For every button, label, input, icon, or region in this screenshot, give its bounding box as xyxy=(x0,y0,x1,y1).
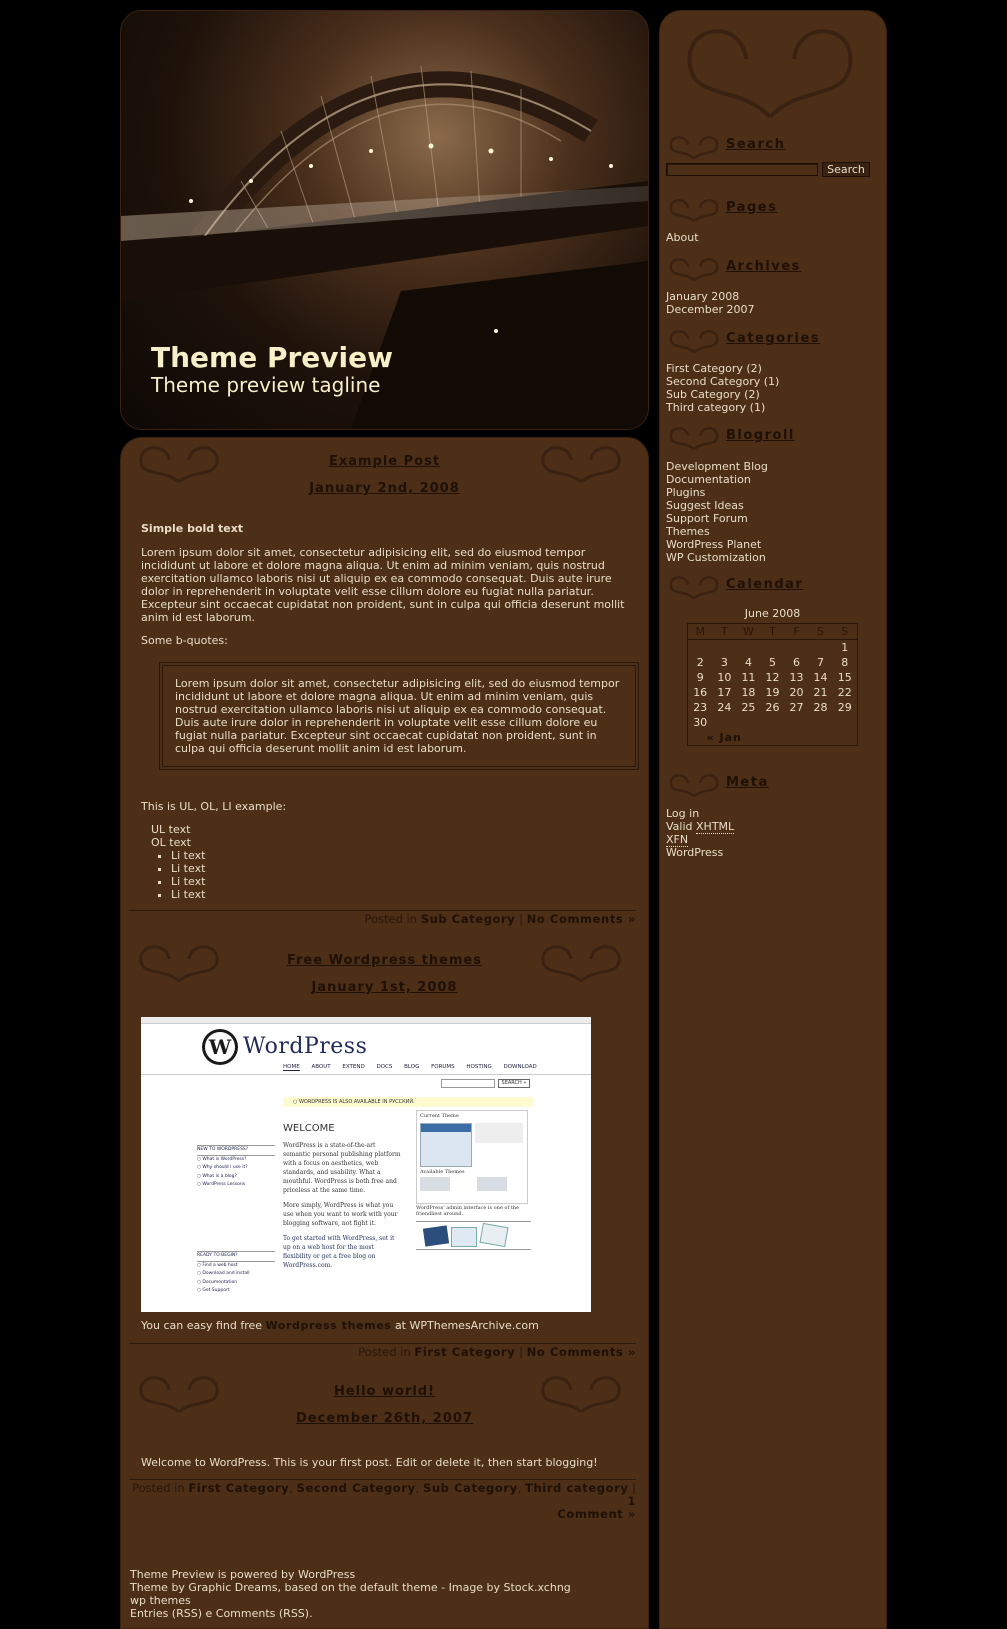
calendar-heading xyxy=(666,571,886,601)
wp-nav-item: DOWNLOAD xyxy=(503,1064,537,1070)
calendar-day: 29 xyxy=(837,701,852,714)
weekday: T xyxy=(712,624,736,640)
post-paragraph xyxy=(141,1319,631,1332)
calendar-day: 28 xyxy=(813,701,828,714)
categories-heading-text: Categories xyxy=(726,331,821,346)
post-date: January 2nd, 2008 xyxy=(309,481,460,496)
list-label: This is UL, OL, LI example: xyxy=(141,800,287,813)
wp-link: ○ What is WordPress? xyxy=(197,1156,247,1162)
calendar-prev-link[interactable]: « Jan xyxy=(706,731,742,744)
li-list xyxy=(141,849,631,901)
xhtml-link[interactable]: XHTML xyxy=(696,820,735,833)
wp-link: ○ Find a web host xyxy=(197,1262,238,1268)
archive-link[interactable]: January 2008 xyxy=(666,290,740,303)
calendar-day: 16 xyxy=(693,686,708,699)
category-link[interactable]: Second Category (1) xyxy=(666,375,780,388)
wp-new-box xyxy=(197,1145,275,1190)
valid-xhtml-item xyxy=(666,820,734,833)
list-item: ▪ Li text xyxy=(171,862,631,875)
calendar-day: 6 xyxy=(793,656,800,669)
calendar-day: 23 xyxy=(693,701,708,714)
blogroll-link[interactable]: WP Customization xyxy=(666,551,766,564)
list-example xyxy=(141,800,631,901)
calendar-day: 24 xyxy=(717,701,732,714)
content-area xyxy=(120,437,649,1629)
category-link[interactable]: First Category (2) xyxy=(666,362,762,375)
post-date: January 1st, 2008 xyxy=(311,980,458,995)
calendar-week xyxy=(688,715,858,730)
bquotes-label: Some b-quotes: xyxy=(141,634,228,647)
wp-paragraph: More simply, WordPress is what you use when you want to work with your blogging software, not fight it. xyxy=(283,1202,398,1227)
wp-nav-item: EXTEND xyxy=(342,1064,365,1070)
calendar-day: 15 xyxy=(837,671,852,684)
wordpress-link[interactable]: WordPress xyxy=(666,846,724,859)
calendar-day xyxy=(784,715,808,730)
search-input[interactable] xyxy=(666,163,818,176)
calendar-day xyxy=(833,715,858,730)
calendar-caption: June 2008 xyxy=(744,607,801,620)
blogroll-link[interactable]: Support Forum xyxy=(666,512,748,525)
swirl-ornament-icon xyxy=(666,131,722,161)
archives-heading xyxy=(666,253,886,283)
wp-link: ○ WordPress Lessons xyxy=(197,1182,246,1187)
calendar-day: 14 xyxy=(813,671,828,684)
calendar-day: 21 xyxy=(813,686,828,699)
calendar-week xyxy=(688,655,858,670)
blogroll-link[interactable]: Themes xyxy=(666,525,710,538)
swirl-ornament-icon xyxy=(666,571,722,601)
calendar xyxy=(687,605,858,746)
swirl-ornament-icon xyxy=(666,194,722,224)
posted-in-label: Posted in xyxy=(358,1345,411,1359)
login-link[interactable]: Log in xyxy=(666,807,700,820)
calendar-day xyxy=(712,640,736,656)
wp-link: ○ Get Support xyxy=(197,1288,230,1293)
calendar-day xyxy=(760,715,784,730)
wp-link: ○ Why should I use it? xyxy=(197,1165,248,1170)
wordpress-logo-text: WordPress xyxy=(243,1034,368,1059)
calendar-day: 3 xyxy=(720,656,728,669)
calendar-day: 1 xyxy=(841,641,849,654)
ul-text: UL text xyxy=(151,823,191,836)
meta-separator: | xyxy=(519,1345,523,1359)
calendar-week xyxy=(688,685,858,700)
weekday: S xyxy=(833,624,858,640)
blogroll-list xyxy=(666,460,768,564)
wp-nav-item: DOCS xyxy=(376,1064,393,1070)
calendar-day: 18 xyxy=(741,686,756,699)
calendar-week xyxy=(688,670,858,685)
post-paragraph: Lorem ipsum dolor sit amet, consectetur adipisicing elit, sed do eiusmod tempor incididunt ut labore et dolore magna aliqua. Ut enim ad minim veniam, quis nostrud exercitation ullamco laboris nisi ut aliquip ex ea commodo consequat. Duis aute irure dolor in reprehenderit in voluptate velit esse cillum dolore eu fugiat nulla pariatur. Excepteur sint occaecat cupidatat non proident, sunt in culpa qui officia deserunt mollit anim id est laborum. xyxy=(141,546,625,624)
meta-heading xyxy=(666,769,886,799)
calendar-day xyxy=(688,640,713,656)
wp-ready-box xyxy=(197,1251,275,1296)
list-item: ▪ Li text xyxy=(171,849,631,862)
calendar-day: 27 xyxy=(789,701,804,714)
site-title[interactable]: Theme Preview xyxy=(151,341,393,374)
post-title-link[interactable]: Free Wordpress themes xyxy=(286,953,483,968)
calendar-week xyxy=(688,700,858,715)
post-date: December 26th, 2007 xyxy=(296,1411,473,1426)
wp-paragraph: WordPress is a state-of-the-art semantic personal publishing platform with a focus on aesthetics, web standards, and usability. What a mouthful. WordPress is both free and priceless at the same time. xyxy=(283,1142,401,1194)
footer-line: Theme by Graphic Dreams, based on the default theme - Image by Stock.xchng xyxy=(130,1581,571,1594)
calendar-day: 9 xyxy=(696,671,704,684)
weekday: W xyxy=(736,624,760,640)
wp-nav xyxy=(283,1064,537,1070)
wp-available-themes: Available Themes xyxy=(420,1169,465,1175)
calendar-day xyxy=(809,640,833,656)
post-meta: Posted in First Category, Second Category, Sub Category, Third category | 1 Comment » xyxy=(129,1479,636,1521)
wp-welcome-heading: WELCOME xyxy=(283,1123,335,1134)
blockquote: Lorem ipsum dolor sit amet, consectetur adipisicing elit, sed do eiusmod tempor incididunt ut labore et dolore magna aliqua. Ut enim ad minim veniam, quis nostrud exercitation ullamco laboris nisi ut aliquip ex ea commodo consequat. Duis aute irure dolor in reprehenderit in voluptate velit esse cillum dolore eu fugiat nulla pariatur. Excepteur sint occaecat cupidatat non proident, sunt in culpa qui officia deserunt mollit anim id est laborum. xyxy=(162,665,636,767)
list-item: ▪ Li text xyxy=(171,875,631,888)
post-paragraph: Welcome to WordPress. This is your first post. Edit or delete it, then start blogging! xyxy=(141,1456,598,1469)
header-banner xyxy=(120,10,649,430)
calendar-day: 30 xyxy=(693,716,708,729)
wp-current-theme: Current Theme xyxy=(420,1113,459,1119)
archives-list xyxy=(666,290,755,316)
search-button[interactable]: Search xyxy=(822,162,870,177)
calendar-weekdays xyxy=(688,624,858,640)
calendar-day: 22 xyxy=(837,686,852,699)
archive-link[interactable]: December 2007 xyxy=(666,303,755,316)
post-meta xyxy=(129,1343,636,1359)
archives-heading-text: Archives xyxy=(726,259,801,274)
meta-heading-text: Meta xyxy=(726,775,769,790)
calendar-day xyxy=(736,715,760,730)
valid-label: Valid xyxy=(666,820,693,833)
category-link[interactable]: Sub Category xyxy=(420,912,516,926)
wp-nav-item: BLOG xyxy=(404,1064,420,1070)
post-body xyxy=(141,522,631,647)
calendar-day xyxy=(784,640,808,656)
categories-list xyxy=(666,362,779,414)
wp-nav-item: ABOUT xyxy=(311,1064,331,1070)
post-meta xyxy=(129,910,636,926)
swirl-ornament-icon xyxy=(666,422,722,452)
ol-text: OL text xyxy=(151,836,191,849)
weekday: S xyxy=(809,624,833,640)
calendar-nav xyxy=(688,730,858,746)
pages-heading xyxy=(666,194,886,224)
wp-link: ○ Documentation xyxy=(197,1279,238,1285)
site-tagline: Theme preview tagline xyxy=(151,373,381,397)
swirl-ornament-icon xyxy=(666,325,722,355)
category-link[interactable]: First Category xyxy=(188,1481,290,1495)
blogroll-heading-text: Blogroll xyxy=(726,428,795,443)
weekday: T xyxy=(760,624,784,640)
wordpress-logo-icon xyxy=(201,1028,239,1066)
sidebar xyxy=(659,10,887,1629)
category-link[interactable]: Sub Category (2) xyxy=(666,388,760,401)
weekday: M xyxy=(688,624,713,640)
wp-theme-preview xyxy=(416,1110,528,1204)
bold-text: Simple bold text xyxy=(141,522,244,535)
calendar-day xyxy=(736,640,760,656)
blogroll-heading xyxy=(666,422,886,452)
wp-link: ○ Download and install xyxy=(197,1271,250,1276)
wp-paragraph: To get started with WordPress, set it up on a web host for the most flexibility or get a free blog on WordPress.com. xyxy=(283,1235,395,1269)
wordpress-themes-link[interactable]: Wordpress themes xyxy=(265,1319,392,1332)
pages-heading-text: Pages xyxy=(726,200,778,215)
calendar-week xyxy=(688,640,858,656)
calendar-day: 8 xyxy=(841,656,849,669)
calendar-day: 20 xyxy=(789,686,804,699)
calendar-day: 12 xyxy=(765,671,780,684)
calendar-heading-text: Calendar xyxy=(726,577,804,592)
posted-in-label: Posted in xyxy=(132,1481,185,1495)
post-title-link[interactable]: Example Post xyxy=(328,454,441,469)
blogroll-link[interactable]: WordPress Planet xyxy=(666,538,762,551)
meta-separator: | xyxy=(632,1481,636,1495)
calendar-day xyxy=(760,640,784,656)
categories-heading xyxy=(666,325,886,355)
search-heading-text: Search xyxy=(726,137,786,152)
page-link-about[interactable]: About xyxy=(666,231,699,244)
calendar-day xyxy=(712,715,736,730)
text-before: You can easy find free xyxy=(141,1319,263,1332)
calendar-day: 11 xyxy=(741,671,756,684)
wp-nav-item: FORUMS xyxy=(431,1064,455,1070)
calendar-day: 19 xyxy=(765,686,780,699)
footer-line: Theme Preview is powered by WordPress xyxy=(130,1568,356,1581)
wp-ready-heading: READY TO BEGIN? xyxy=(197,1251,275,1262)
footer-wp-themes-link[interactable]: wp themes xyxy=(130,1594,191,1607)
sidebar-swirl-ornament-icon xyxy=(670,13,870,123)
weekday: F xyxy=(784,624,808,640)
blogroll-link[interactable]: Development Blog xyxy=(666,460,768,473)
wp-nav-item: HOME xyxy=(283,1064,300,1070)
calendar-day: 13 xyxy=(789,671,804,684)
footer-rss-line[interactable]: Entries (RSS) e Comments (RSS). xyxy=(130,1607,313,1620)
wp-search-field xyxy=(441,1079,495,1088)
calendar-day: 7 xyxy=(817,656,825,669)
calendar-day: 26 xyxy=(765,701,780,714)
comments-link[interactable]: 1 xyxy=(627,1494,636,1508)
posted-in-label: Posted in xyxy=(364,912,418,926)
xfn-link[interactable]: XFN xyxy=(666,833,689,846)
category-link[interactable]: First Category xyxy=(414,1345,516,1359)
search-heading xyxy=(666,131,886,161)
comments-link[interactable]: No Comments » xyxy=(526,1345,636,1359)
comments-link[interactable]: Comment » xyxy=(557,1507,636,1521)
svg-text:W: W xyxy=(208,1035,232,1059)
comments-link[interactable]: No Comments » xyxy=(526,912,636,926)
blogroll-link[interactable]: Plugins xyxy=(666,486,706,499)
text-after: at WPThemesArchive.com xyxy=(394,1319,539,1332)
category-link[interactable]: Sub Category xyxy=(422,1481,518,1495)
wordpress-screenshot-image[interactable] xyxy=(141,1017,591,1312)
swirl-ornament-icon xyxy=(666,253,722,283)
wp-caption: WordPress' admin interface is one of the friendliest around. xyxy=(416,1205,520,1217)
swirl-ornament-icon xyxy=(666,769,722,799)
meta-list xyxy=(666,807,734,859)
category-link[interactable]: Third category xyxy=(525,1481,629,1495)
post-title-link[interactable]: Hello world! xyxy=(333,1384,436,1399)
wp-search-button: SEARCH » xyxy=(498,1079,530,1088)
wp-welcome-text xyxy=(283,1141,403,1270)
calendar-day: 25 xyxy=(741,701,756,714)
blogroll-link[interactable]: Documentation xyxy=(666,473,751,486)
list-item: ▪ Li text xyxy=(171,888,631,901)
category-link[interactable]: Third category (1) xyxy=(666,401,766,414)
wp-notice: ○ WORDPRESS IS ALSO AVAILABLE IN РУССКИЙ. xyxy=(283,1097,533,1107)
pages-list xyxy=(666,231,699,244)
calendar-day: 4 xyxy=(744,656,752,669)
wp-link: ○ What is a blog? xyxy=(197,1173,237,1179)
wp-nav-item: HOSTING xyxy=(466,1064,492,1070)
footer xyxy=(130,1568,630,1620)
calendar-day: 2 xyxy=(696,656,704,669)
blogroll-link[interactable]: Suggest Ideas xyxy=(666,499,744,512)
calendar-day: 17 xyxy=(717,686,732,699)
calendar-day xyxy=(809,715,833,730)
wp-new-heading: NEW TO WORDPRESS? xyxy=(197,1145,275,1156)
calendar-day: 10 xyxy=(717,671,732,684)
calendar-day: 5 xyxy=(768,656,776,669)
meta-separator: | xyxy=(519,912,523,926)
calendar-next xyxy=(760,730,857,746)
category-link[interactable]: Second Category xyxy=(296,1481,416,1495)
